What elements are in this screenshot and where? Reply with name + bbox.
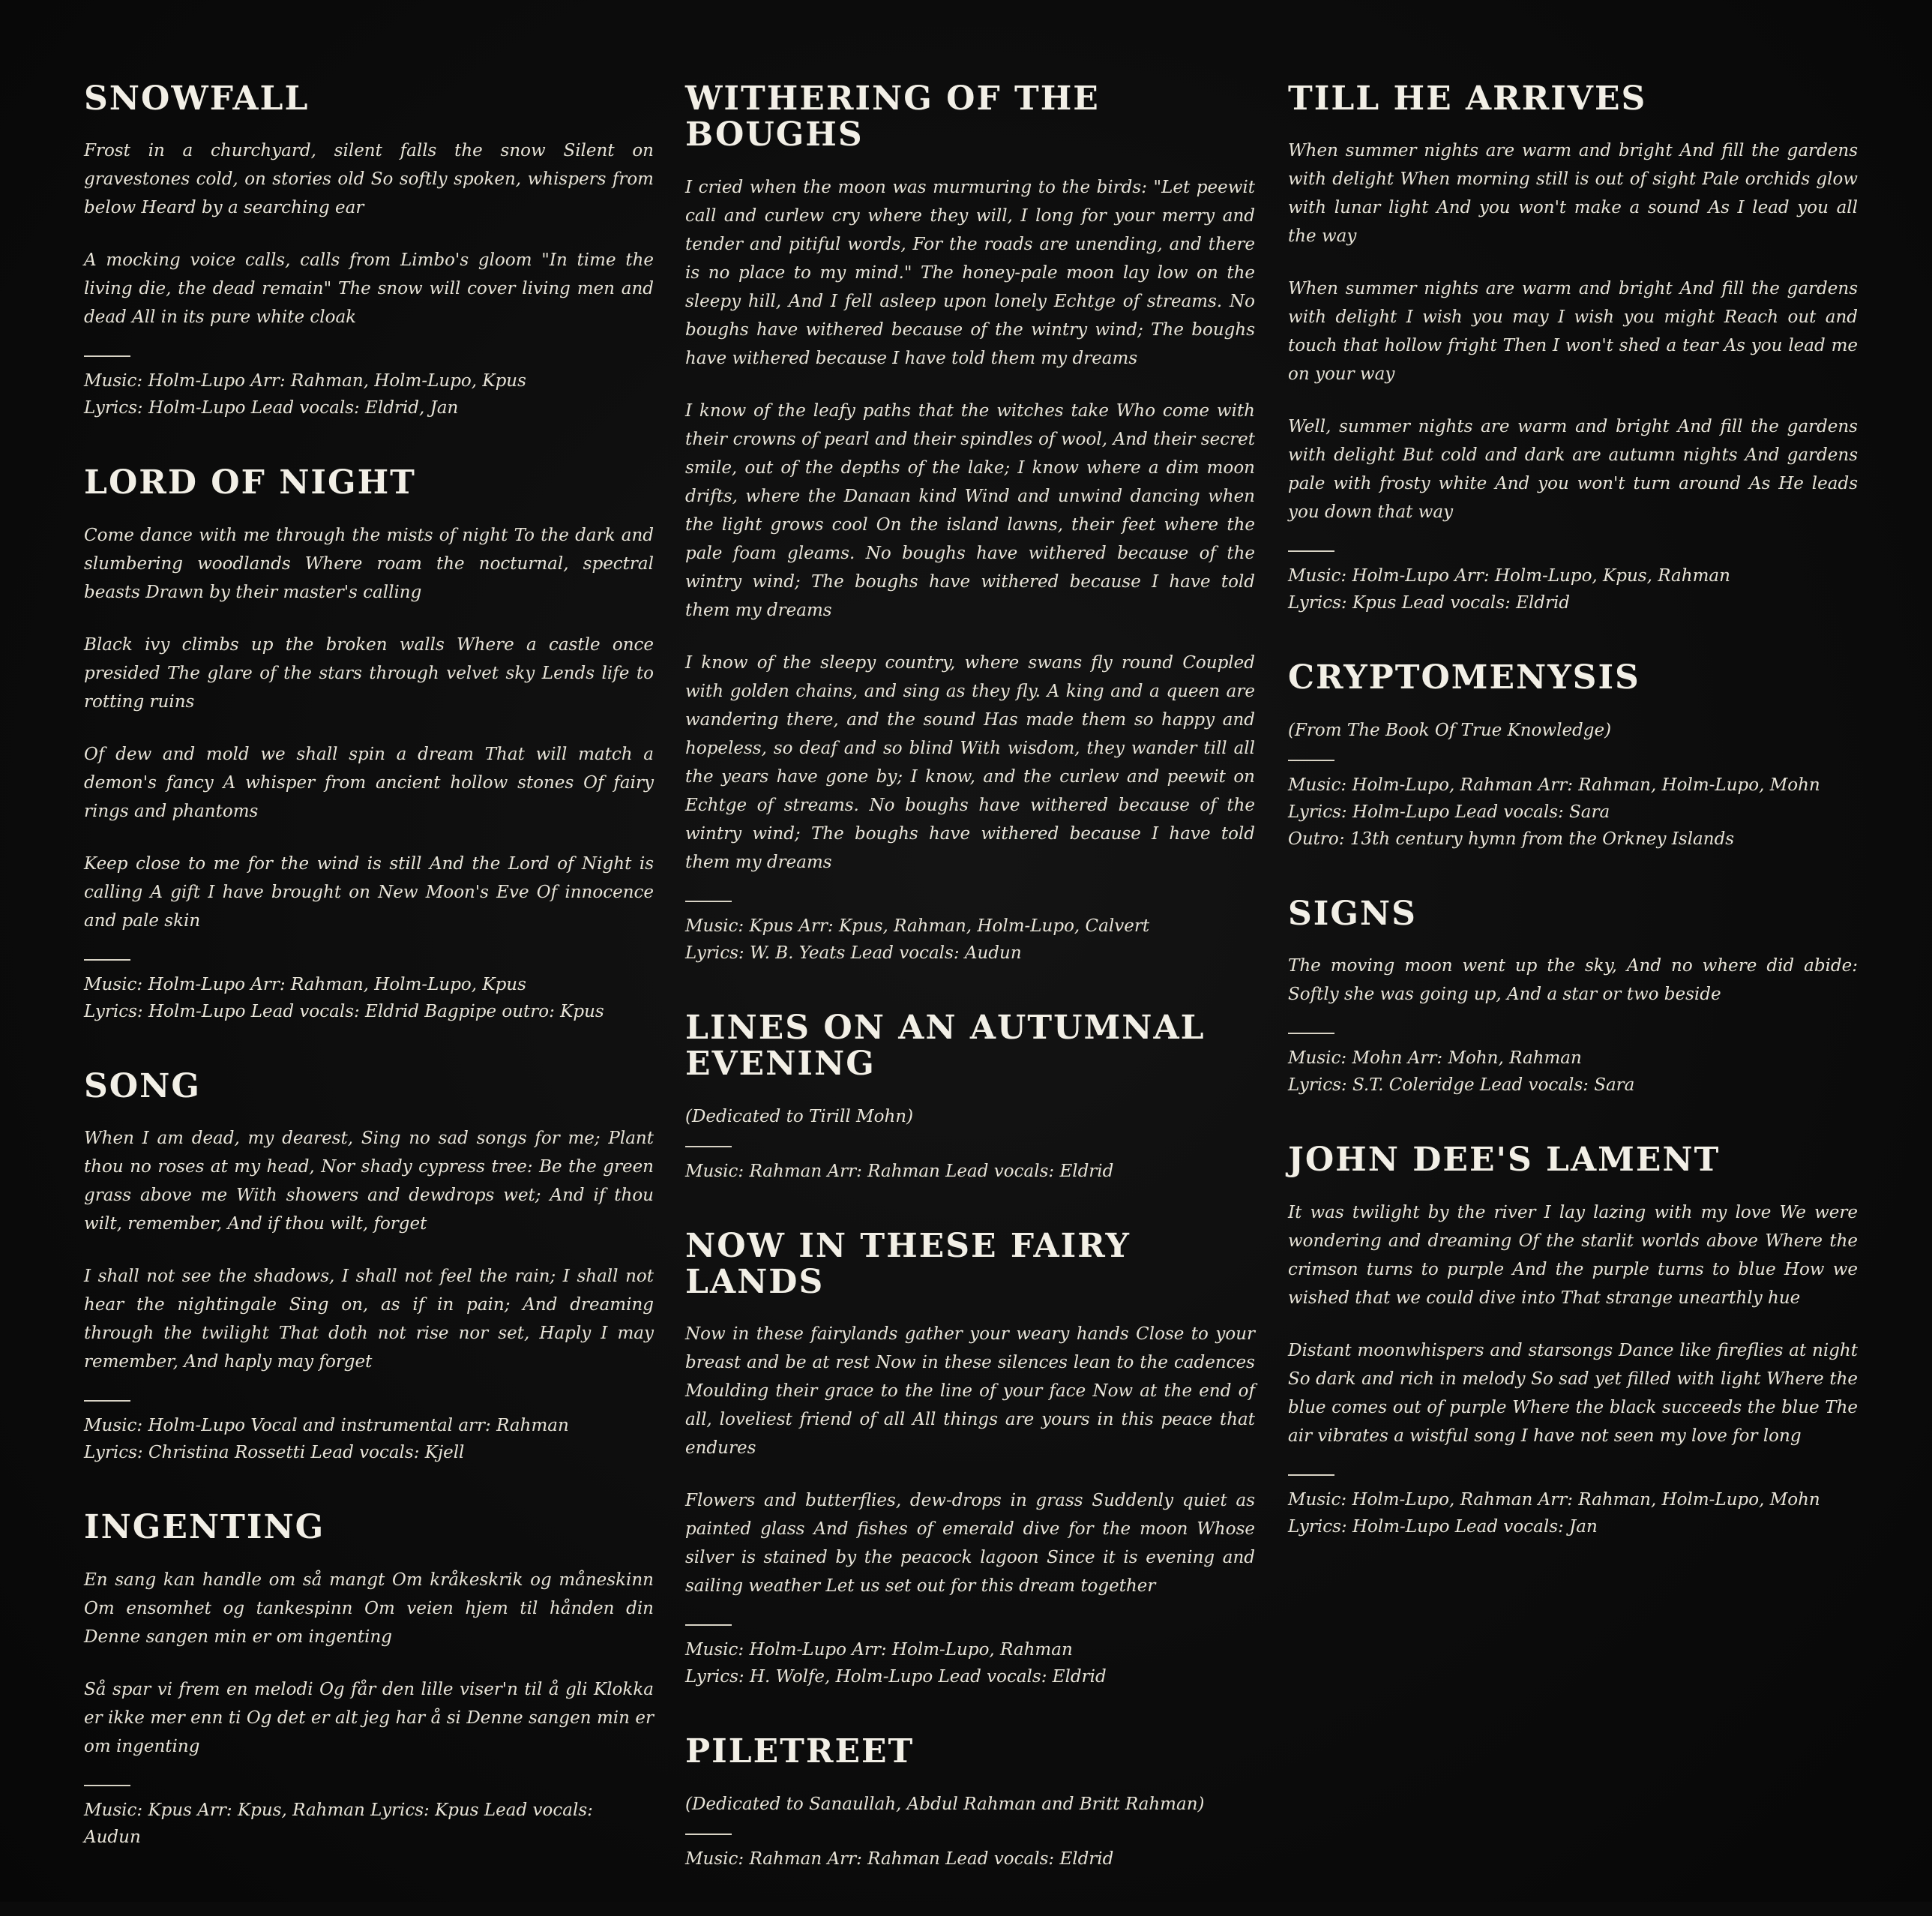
song-block xyxy=(84,81,654,421)
credit-line: Lyrics: S.T. Coleridge Lead vocals: Sara xyxy=(1288,1075,1635,1096)
lyric-verse: A mocking voice calls, calls from Limbo's gloom "In time the living die, the dead remain" The snow will cover living men and dead All in its pure white cloak xyxy=(84,250,654,328)
song-block xyxy=(84,1066,654,1466)
song-title: WITHERING OF THE BOUGHS xyxy=(685,79,1100,154)
lyric-verse: When summer nights are warm and bright And fill the gardens with delight When morning still is out of sight Pale orchids glow with lunar light And you won't make a sound As I lead you all the way xyxy=(1288,141,1858,247)
lyric-verse: It was twilight by the river I lay lazing with my love We were wondering and dreaming Of the starlit worlds above Where the crimson turns to purple And the purple turns to blue How we wished that we could dive into That strange unearthly hue xyxy=(1288,1202,1858,1308)
lyric-verse: I know of the leafy paths that the witches take Who come with their crowns of pearl and their spindles of wool, And their secret smile, out of the depths of the lake; I know where a dim moon drifts, where the Danaan kind Wind and unwind dancing when the light grows cool On the island lawns, their feet where the pale foam gleams. No boughs have withered because of the wintry wind; The boughs have withered because I have told them my dreams xyxy=(685,400,1255,620)
song-block xyxy=(1288,896,1858,1099)
lyric-verse: Come dance with me through the mists of night To the dark and slumbering woodlands Where roam the nocturnal, spectral beasts Drawn by their master's calling xyxy=(84,525,654,602)
credit-line: Music: Kpus Arr: Kpus, Rahman, Holm-Lupo, Calvert xyxy=(685,916,1150,936)
lyric-verse: I shall not see the shadows, I shall not feel the rain; I shall not hear the nightingale Sing on, as if in pain; And dreaming through the twilight That doth not rise nor set, Haply I may remember, And haply may forget xyxy=(84,1267,654,1372)
song-dedication: (From The Book Of True Knowledge) xyxy=(1288,720,1612,740)
song-block xyxy=(685,1010,1255,1185)
song-title: TILL HE ARRIVES xyxy=(1288,79,1647,118)
song-title: INGENTING xyxy=(84,1508,325,1547)
lyrics-column xyxy=(84,81,654,1894)
credit-line: Lyrics: Christina Rossetti Lead vocals: Kjell xyxy=(84,1443,465,1463)
credit-line: Music: Holm-Lupo, Rahman Arr: Rahman, Holm-Lupo, Mohn xyxy=(1288,1489,1820,1510)
song-block xyxy=(685,1734,1255,1872)
credit-line: Music: Holm-Lupo Arr: Rahman, Holm-Lupo, Kpus xyxy=(84,974,526,994)
song-title: NOW IN THESE FAIRY LANDS xyxy=(685,1226,1131,1301)
credit-line: Music: Holm-Lupo Arr: Holm-Lupo, Rahman xyxy=(685,1640,1073,1660)
credits-divider xyxy=(1288,550,1334,552)
credit-line: Music: Holm-Lupo Arr: Holm-Lupo, Kpus, Rahman xyxy=(1288,566,1730,586)
song-block xyxy=(1288,660,1858,852)
song-block xyxy=(1288,81,1858,616)
credit-line: Lyrics: W. B. Yeats Lead vocals: Audun xyxy=(685,943,1022,963)
lyric-verse: Now in these fairylands gather your weary hands Close to your breast and be at rest Now in these silences lean to the cadences Moulding their grace to the line of your face Now at the end of all, loveliest friend of all All things are yours in this peace that endures xyxy=(685,1324,1255,1459)
credit-line: Outro: 13th century hymn from the Orkney Islands xyxy=(1288,829,1735,849)
lyrics-column xyxy=(685,81,1255,1916)
lyrics-column xyxy=(1288,81,1858,1584)
song-title: SIGNS xyxy=(1288,894,1417,933)
lyric-verse: The moving moon went up the sky, And no where did abide: Softly she was going up, And a star or two beside xyxy=(1288,956,1858,1005)
credit-line: Lyrics: H. Wolfe, Holm-Lupo Lead vocals: Eldrid xyxy=(685,1667,1107,1687)
song-title: CRYPTOMENYSIS xyxy=(1288,658,1640,697)
lyric-verse: En sang kan handle om så mangt Om kråkeskrik og måneskinn Om ensomhet og tankespinn Om veien hjem til hånden din Denne sangen min er om ingenting xyxy=(84,1570,654,1647)
credits-divider xyxy=(685,1834,732,1835)
lyric-verse: I cried when the moon was murmuring to the birds: "Let peewit call and curlew cry where they will, I long for your merry and tender and pitiful words, For the roads are unending, and there is no place to my mind." The honey-pale moon lay low on the sleepy hill, And I fell asleep upon lonely Echtge of streams. No boughs have withered because of the wintry wind; The boughs have withered because I have told them my dreams xyxy=(685,177,1255,368)
credit-line: Music: Holm-Lupo Arr: Rahman, Holm-Lupo, Kpus xyxy=(84,371,526,391)
song-title: LORD OF NIGHT xyxy=(84,463,416,502)
credit-line: Lyrics: Holm-Lupo Lead vocals: Eldrid Bagpipe outro: Kpus xyxy=(84,1001,604,1021)
credits-divider xyxy=(84,959,130,961)
credit-line: Lyrics: Holm-Lupo Lead vocals: Eldrid, Jan xyxy=(84,398,459,418)
song-title: SNOWFALL xyxy=(84,79,310,118)
credits-divider xyxy=(84,1785,130,1786)
lyric-verse: Frost in a churchyard, silent falls the snow Silent on gravestones cold, on stories old So softly spoken, whispers from below Heard by a searching ear xyxy=(84,141,654,218)
song-title: JOHN DEE'S LAMENT xyxy=(1288,1141,1721,1180)
credit-line: Lyrics: Holm-Lupo Lead vocals: Jan xyxy=(1288,1516,1598,1537)
lyric-verse: Of dew and mold we shall spin a dream That will match a demon's fancy A whisper from ancient hollow stones Of fairy rings and phantoms xyxy=(84,744,654,821)
lyric-verse: Black ivy climbs up the broken walls Where a castle once presided The glare of the stars through velvet sky Lends life to rotting ruins xyxy=(84,634,654,712)
song-block xyxy=(84,465,654,1024)
credits-divider xyxy=(1288,1033,1334,1034)
lyric-verse: Så spar vi frem en melodi Og får den lille viser'n til å gli Klokka er ikke mer enn ti Og det er alt jeg har å si Denne sangen min er om ingenting xyxy=(84,1679,654,1756)
lyric-verse: When summer nights are warm and bright And fill the gardens with delight I wish you may I wish you might Reach out and touch that hollow fright Then I won't shed a tear As you lead me on your way xyxy=(1288,279,1858,385)
song-title: PILETREET xyxy=(685,1732,915,1771)
song-title: LINES ON AN AUTUMNAL EVENING xyxy=(685,1008,1206,1084)
lyric-verse: I know of the sleepy country, where swans fly round Coupled with golden chains, and sing as they fly. A king and a queen are wandering there, and the sound Has made them so happy and hopeless, so deaf and so blind With wisdom, they wander till all the years have gone by; I know, and the curlew and peewit on Echtge of streams. No boughs have withered because of the wintry wind; The boughs have withered because I have told them my dreams xyxy=(685,652,1255,872)
credits-divider xyxy=(685,1624,732,1626)
song-block xyxy=(685,81,1255,967)
credits-divider xyxy=(84,355,130,357)
credits-divider xyxy=(1288,1474,1334,1476)
credits-divider xyxy=(84,1400,130,1402)
credit-line: Music: Kpus Arr: Kpus, Rahman Lyrics: Kpus Lead vocals: Audun xyxy=(84,1800,593,1847)
credit-line: Music: Mohn Arr: Mohn, Rahman xyxy=(1288,1048,1582,1069)
song-title: SONG xyxy=(84,1066,201,1105)
credits-divider xyxy=(1288,760,1334,761)
lyric-verse: Well, summer nights are warm and bright And fill the gardens with delight But cold and dark are autumn nights And gardens pale with frosty white And you won't turn around As He leads you down that way xyxy=(1288,417,1858,523)
lyric-verse: Flowers and butterflies, dew-drops in grass Suddenly quiet as painted glass And fishes of emerald dive for the moon Whose silver is stained by the peacock lagoon Since it is evening and sailing weather Let us set out for this dream together xyxy=(685,1491,1255,1597)
song-block xyxy=(685,1228,1255,1691)
credit-line: Music: Rahman Arr: Rahman Lead vocals: Eldrid xyxy=(685,1849,1114,1869)
song-dedication: (Dedicated to Tirill Mohn) xyxy=(685,1106,914,1126)
credits-divider xyxy=(685,1146,732,1147)
lyric-verse: Keep close to me for the wind is still And the Lord of Night is calling A gift I have brought on New Moon's Eve Of innocence and pale skin xyxy=(84,853,654,931)
lyric-verse: Distant moonwhispers and starsongs Dance like fireflies at night So dark and rich in melody So sad yet filled with light Where the blue comes out of purple Where the black succeeds the blue The air vibrates a wistful song I have not seen my love for long xyxy=(1288,1340,1858,1446)
song-block xyxy=(84,1510,654,1850)
lyric-verse: When I am dead, my dearest, Sing no sad songs for me; Plant thou no roses at my head, Nor shady cypress tree: Be the green grass above me With showers and dewdrops wet; And if thou wilt, remember, And if thou wilt, forget xyxy=(84,1129,654,1234)
credit-line: Music: Holm-Lupo, Rahman Arr: Rahman, Holm-Lupo, Mohn xyxy=(1288,775,1820,795)
credits-divider xyxy=(685,901,732,902)
song-block xyxy=(1288,1142,1858,1540)
song-dedication: (Dedicated to Sanaullah, Abdul Rahman and Britt Rahman) xyxy=(685,1794,1205,1814)
credit-line: Lyrics: Holm-Lupo Lead vocals: Sara xyxy=(1288,802,1610,822)
credit-line: Music: Holm-Lupo Vocal and instrumental arr: Rahman xyxy=(84,1416,569,1436)
credit-line: Lyrics: Kpus Lead vocals: Eldrid xyxy=(1288,593,1571,613)
credit-line: Music: Rahman Arr: Rahman Lead vocals: Eldrid xyxy=(685,1161,1114,1181)
